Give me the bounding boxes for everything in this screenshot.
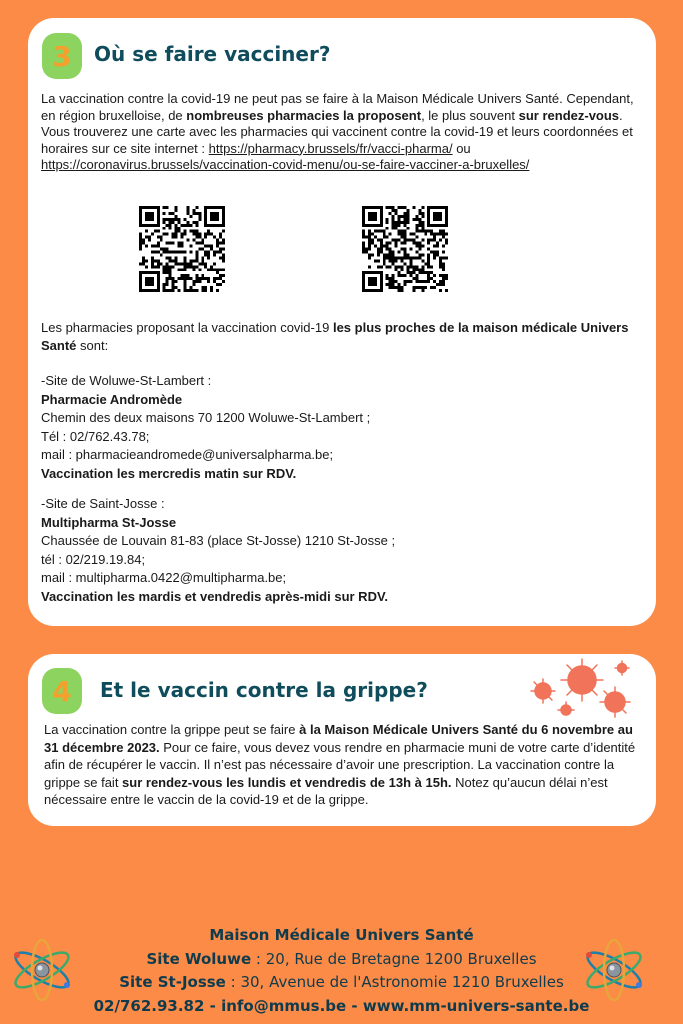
pharmacy-schedule: Vaccination les mercredis matin sur RDV. [41, 465, 297, 481]
section-number: 3 [52, 39, 72, 73]
footer-contact [0, 924, 683, 1018]
pharmacy-address: Chemin des deux maisons 70 1200 Woluwe-St-Lambert ; [41, 410, 371, 425]
nearest-text: sont: [76, 337, 109, 353]
section-title: Où se faire vacciner? [94, 42, 331, 66]
footer-site-label: Site St-Josse [119, 973, 226, 991]
pharmacy-site-woluwe [41, 372, 370, 483]
pharmacy-address: Chaussée de Louvain 81-83 (place St-Josse) 1210 St-Josse ; [41, 533, 396, 548]
intro-bold: sur rendez-vous [518, 107, 620, 123]
footer-org-name: Maison Médicale Univers Santé [209, 926, 474, 944]
flu-text: La vaccination contre la grippe peut se faire [44, 722, 300, 737]
section-number: 4 [52, 674, 72, 708]
intro-text: ou [452, 140, 471, 156]
nearest-pharmacies-intro [41, 319, 635, 354]
qr-code-icon[interactable] [139, 206, 225, 292]
pharmacy-schedule: Vaccination les mardis et vendredis après-midi sur RDV. [41, 588, 389, 604]
pharmacy-name: Multipharma St-Josse [41, 514, 177, 530]
footer-site-st-josse [0, 971, 683, 995]
pharmacy-mail: mail : multipharma.0422@multipharma.be; [41, 570, 287, 585]
pharmacy-phone: Tél : 02/762.43.78; [41, 428, 150, 444]
section-number-badge [42, 668, 82, 714]
section-number-badge [42, 33, 82, 79]
virus-icon [526, 654, 634, 720]
footer-site-label: Site Woluwe [146, 949, 252, 968]
footer-site-address: : 30, Avenue de l'Astronomie 1210 Bruxelles [225, 973, 564, 991]
intro-text: . Vous trouverez une carte avec les pharmacies qui vaccinent contre la covid-19 et leurs coordonnées et horaires sur ce site internet : [41, 107, 633, 156]
site-label: -Site de Saint-Josse : [41, 496, 165, 511]
nearest-bold: les plus proches de la maison médicale Univers Santé [41, 320, 629, 353]
flu-vaccine-card [28, 654, 656, 826]
nearest-text: Les pharmacies proposant la vaccination covid-19 [41, 320, 333, 335]
pharmacy-link[interactable]: https://pharmacy.brussels/fr/vacci-pharma/ [208, 140, 453, 156]
intro-text: La vaccination contre la covid-19 ne peut pas se faire à la Maison Médicale Univers Santé. Cependant, en région bruxelloise, de [41, 91, 634, 123]
coronavirus-link[interactable]: https://coronavirus.brussels/vaccination-covid-menu/ou-se-faire-vacciner-a-bruxelles/ [41, 157, 530, 172]
footer-site-woluwe [0, 948, 683, 972]
pharmacy-site-saint-josse [41, 495, 395, 606]
section-title: Et le vaccin contre la grippe? [100, 678, 428, 702]
flu-text: Notez qu’aucun délai n’est nécessaire entre le vaccin de la covid-19 et de la grippe. [44, 774, 608, 807]
footer-contact-line[interactable]: 02/762.93.82 - info@mmus.be - www.mm-univers-sante.be [93, 996, 590, 1015]
flu-bold: à la Maison Médicale Univers Santé du 6 novembre au 31 décembre 2023. [44, 722, 633, 755]
intro-bold: nombreuses pharmacies la proposent [186, 107, 422, 123]
flu-bold: sur rendez-vous les lundis et vendredis de 13h à 15h. [122, 774, 452, 790]
flu-vaccine-paragraph [44, 721, 644, 809]
pharmacy-phone: tél : 02/219.19.84; [41, 551, 146, 567]
vaccination-location-card [28, 18, 656, 626]
pharmacy-mail: mail : pharmacieandromede@universalpharma.be; [41, 447, 334, 462]
intro-text: , le plus souvent [421, 107, 519, 123]
footer-site-address: : 20, Rue de Bretagne 1200 Bruxelles [251, 949, 537, 968]
flu-text: Pour ce faire, vous devez vous rendre en pharmacie muni de votre carte d’identité afin de récupérer le vaccin. Il n’est pas nécessaire d’avoir une prescription. La vaccination contre la grippe se fait [44, 739, 636, 790]
site-label: -Site de Woluwe-St-Lambert : [41, 373, 212, 388]
qr-code-icon[interactable] [362, 206, 448, 292]
intro-paragraph [41, 91, 635, 174]
pharmacy-name: Pharmacie Andromède [41, 391, 183, 407]
